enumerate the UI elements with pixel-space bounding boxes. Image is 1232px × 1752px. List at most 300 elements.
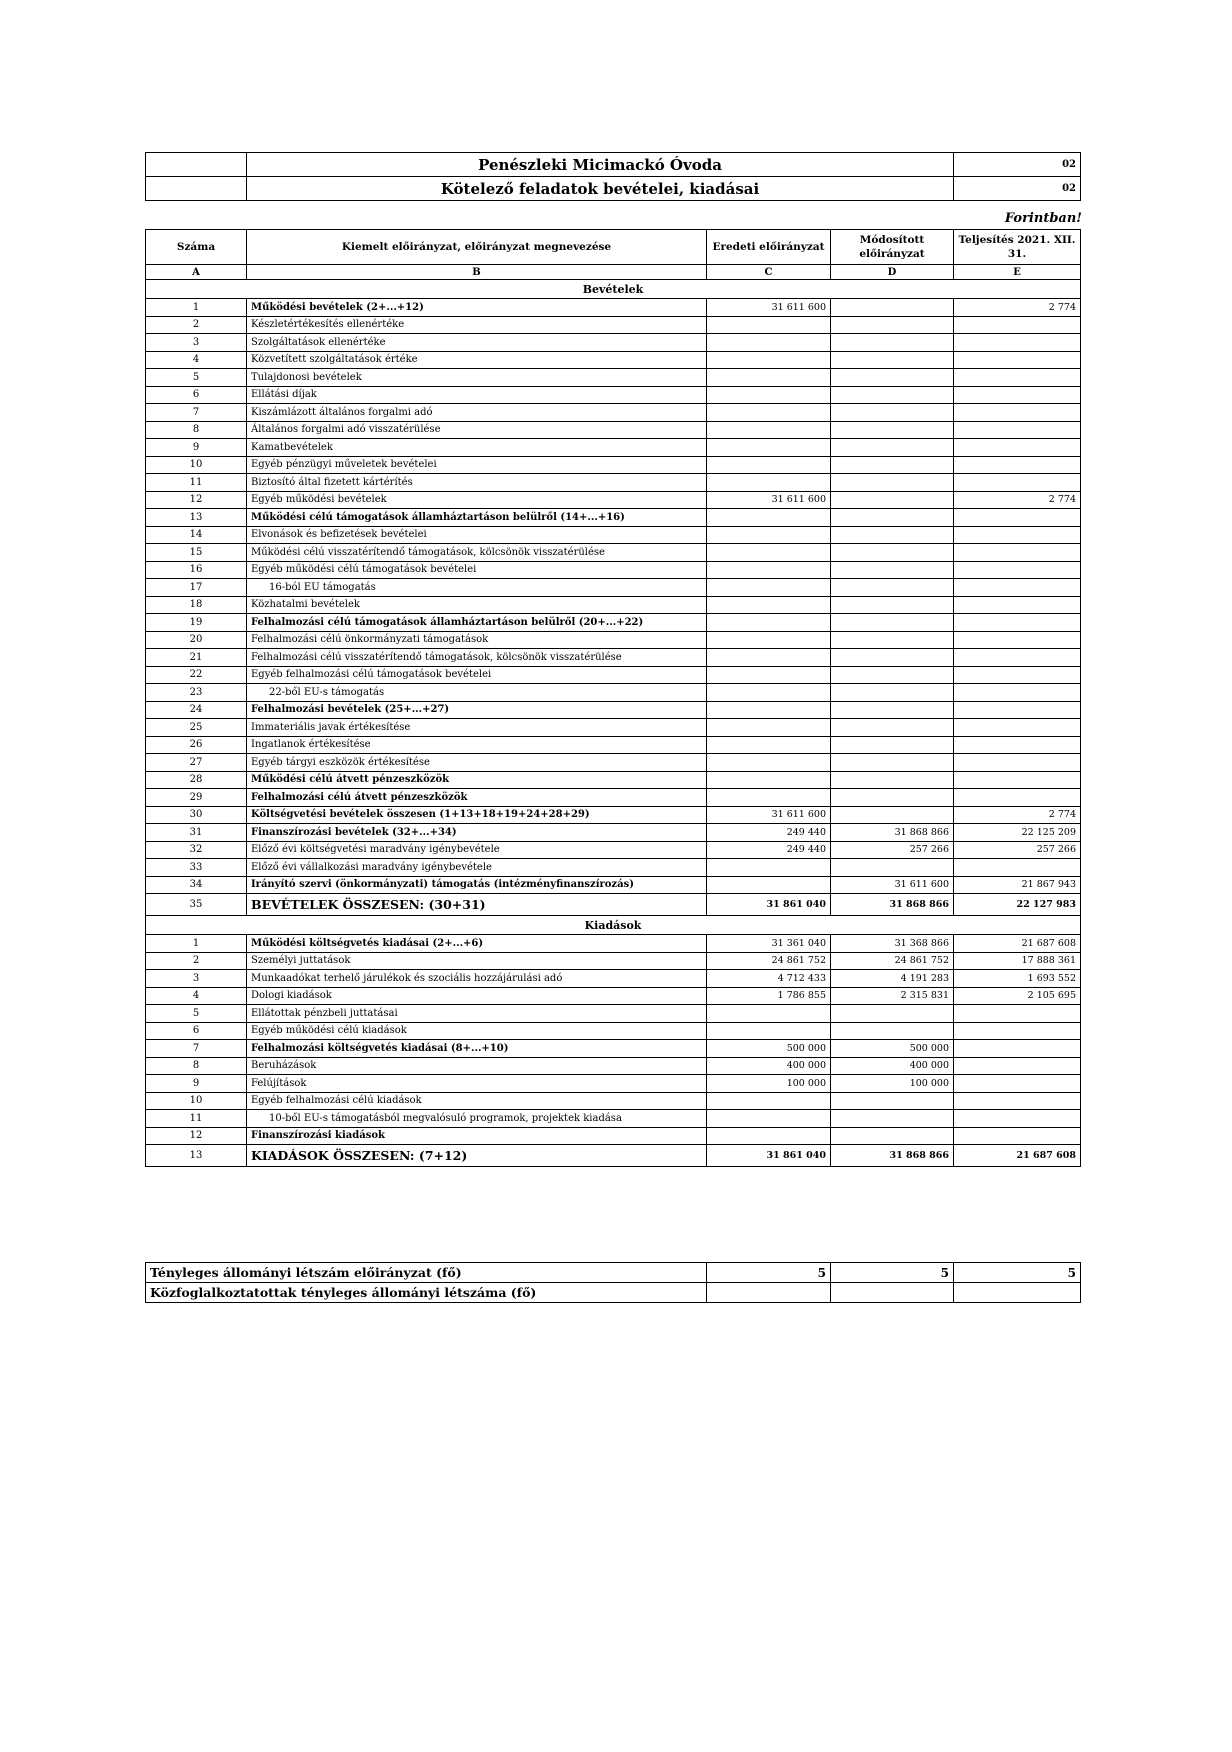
row-label: Egyéb felhalmozási célú kiadások (247, 1092, 707, 1110)
row-number: 28 (146, 771, 247, 789)
header-blank-cell (146, 153, 247, 177)
original-value (707, 684, 831, 702)
original-value (707, 386, 831, 404)
modified-value (831, 596, 954, 614)
row-label: Beruházások (247, 1057, 707, 1075)
modified-value (831, 474, 954, 492)
actual-value (954, 334, 1081, 352)
institution-code: 02 (954, 153, 1081, 177)
row-number: 10 (146, 1092, 247, 1110)
row-label: Ellátottak pénzbeli juttatásai (247, 1005, 707, 1023)
modified-value (831, 439, 954, 457)
actual-value: 257 266 (954, 841, 1081, 859)
row-number: 11 (146, 474, 247, 492)
row-label: Költségvetési bevételek összesen (1+13+18+19+24+28+29) (247, 806, 707, 824)
actual-value (954, 579, 1081, 597)
modified-value (831, 369, 954, 387)
subtitle-code: 02 (954, 177, 1081, 201)
column-letter-row (146, 265, 1081, 280)
table-row (146, 1092, 1081, 1110)
table-row (146, 859, 1081, 877)
row-number: 5 (146, 369, 247, 387)
actual-value (954, 789, 1081, 807)
actual-value (954, 1057, 1081, 1075)
original-value (707, 771, 831, 789)
table-row (146, 334, 1081, 352)
table-row (146, 491, 1081, 509)
table-row (146, 439, 1081, 457)
actual-value (954, 526, 1081, 544)
row-label: Működési bevételek (2+...+12) (247, 299, 707, 317)
row-number: 22 (146, 666, 247, 684)
table-row (146, 631, 1081, 649)
modified-value (831, 456, 954, 474)
modified-value (831, 806, 954, 824)
original-value (707, 719, 831, 737)
modified-value (831, 421, 954, 439)
row-number: 9 (146, 1075, 247, 1093)
modified-value (831, 1110, 954, 1128)
row-number: 25 (146, 719, 247, 737)
modified-value (831, 526, 954, 544)
row-number: 30 (146, 806, 247, 824)
actual-value: 21 687 608 (954, 935, 1081, 953)
actual-value (954, 456, 1081, 474)
row-label: Felújítások (247, 1075, 707, 1093)
row-label: Felhalmozási célú átvett pénzeszközök (247, 789, 707, 807)
row-number: 11 (146, 1110, 247, 1128)
table-row (146, 579, 1081, 597)
document-subtitle: Kötelező feladatok bevételei, kiadásai (247, 177, 954, 201)
original-value: 31 611 600 (707, 491, 831, 509)
actual-value: 21 687 608 (954, 1145, 1081, 1167)
staff-original (707, 1283, 831, 1303)
original-value (707, 666, 831, 684)
row-label: Egyéb pénzügyi műveletek bevételei (247, 456, 707, 474)
table-row (146, 1040, 1081, 1058)
table-row (146, 316, 1081, 334)
row-number: 26 (146, 736, 247, 754)
row-number: 24 (146, 701, 247, 719)
table-row (146, 404, 1081, 422)
row-number: 8 (146, 1057, 247, 1075)
modified-value (831, 719, 954, 737)
row-number: 33 (146, 859, 247, 877)
staff-label: Tényleges állományi létszám előirányzat (fő) (146, 1263, 707, 1283)
modified-value (831, 736, 954, 754)
actual-value (954, 474, 1081, 492)
table-row (146, 1057, 1081, 1075)
modified-value: 2 315 831 (831, 987, 954, 1005)
col-letter: B (247, 265, 707, 280)
row-label: Finanszírozási bevételek (32+...+34) (247, 824, 707, 842)
col-header-original: Eredeti előirányzat (707, 230, 831, 265)
original-value (707, 456, 831, 474)
row-label: Közhatalmi bevételek (247, 596, 707, 614)
row-number: 20 (146, 631, 247, 649)
row-label: Dologi kiadások (247, 987, 707, 1005)
table-row (146, 806, 1081, 824)
column-header-row (146, 230, 1081, 265)
row-number: 1 (146, 935, 247, 953)
actual-value (954, 369, 1081, 387)
modified-value (831, 631, 954, 649)
row-label: Felhalmozási célú visszatérítendő támogatások, kölcsönök visszatérülése (247, 649, 707, 667)
row-number: 16 (146, 561, 247, 579)
table-row (146, 841, 1081, 859)
table-row (146, 789, 1081, 807)
row-number: 31 (146, 824, 247, 842)
section-title: Bevételek (146, 280, 1081, 299)
original-value (707, 421, 831, 439)
row-number: 23 (146, 684, 247, 702)
actual-value (954, 1075, 1081, 1093)
original-value (707, 351, 831, 369)
row-label: Irányító szervi (önkormányzati) támogatás (intézményfinanszírozás) (247, 876, 707, 894)
row-label: Felhalmozási célú támogatások államháztartáson belülről (20+...+22) (247, 614, 707, 632)
original-value (707, 789, 831, 807)
row-number: 15 (146, 544, 247, 562)
col-letter: E (954, 265, 1081, 280)
modified-value: 31 868 866 (831, 894, 954, 916)
modified-value (831, 316, 954, 334)
col-header-modified: Módosított előirányzat (831, 230, 954, 265)
table-row (146, 561, 1081, 579)
row-number: 18 (146, 596, 247, 614)
row-label: Személyi juttatások (247, 952, 707, 970)
staff-modified: 5 (831, 1263, 954, 1283)
row-number: 19 (146, 614, 247, 632)
actual-value: 22 127 983 (954, 894, 1081, 916)
table-row (146, 456, 1081, 474)
row-number: 5 (146, 1005, 247, 1023)
table-row (146, 987, 1081, 1005)
modified-value (831, 1127, 954, 1145)
original-value (707, 439, 831, 457)
table-row (146, 474, 1081, 492)
row-label: Előző évi vállalkozási maradvány igénybevétele (247, 859, 707, 877)
modified-value: 31 611 600 (831, 876, 954, 894)
row-label: Ellátási díjak (247, 386, 707, 404)
modified-value: 100 000 (831, 1075, 954, 1093)
row-number: 12 (146, 491, 247, 509)
row-label: Kiszámlázott általános forgalmi adó (247, 404, 707, 422)
actual-value (954, 386, 1081, 404)
row-label: Munkaadókat terhelő járulékok és szociális hozzájárulási adó (247, 970, 707, 988)
actual-value (954, 509, 1081, 527)
modified-value: 400 000 (831, 1057, 954, 1075)
staff-label: Közfoglalkoztatottak tényleges állományi létszáma (fő) (146, 1283, 707, 1303)
actual-value (954, 1005, 1081, 1023)
table-row (146, 684, 1081, 702)
modified-value: 500 000 (831, 1040, 954, 1058)
original-value (707, 1127, 831, 1145)
table-row (146, 1145, 1081, 1167)
row-label: Működési célú visszatérítendő támogatások, kölcsönök visszatérülése (247, 544, 707, 562)
modified-value: 24 861 752 (831, 952, 954, 970)
row-label: Szolgáltatások ellenértéke (247, 334, 707, 352)
modified-value (831, 1005, 954, 1023)
original-value (707, 859, 831, 877)
table-row (146, 1075, 1081, 1093)
modified-value (831, 771, 954, 789)
row-label: BEVÉTELEK ÖSSZESEN: (30+31) (247, 894, 707, 916)
table-row (146, 1110, 1081, 1128)
row-label: 16-ból EU támogatás (247, 579, 707, 597)
row-number: 14 (146, 526, 247, 544)
modified-value (831, 299, 954, 317)
table-row (146, 544, 1081, 562)
actual-value: 2 105 695 (954, 987, 1081, 1005)
actual-value (954, 649, 1081, 667)
table-row (146, 509, 1081, 527)
actual-value (954, 439, 1081, 457)
row-label: Egyéb működési célú kiadások (247, 1022, 707, 1040)
actual-value (954, 614, 1081, 632)
row-number: 6 (146, 1022, 247, 1040)
col-header-actual: Teljesítés 2021. XII. 31. (954, 230, 1081, 265)
modified-value: 4 191 283 (831, 970, 954, 988)
table-row (146, 369, 1081, 387)
actual-value (954, 544, 1081, 562)
original-value (707, 369, 831, 387)
modified-value (831, 351, 954, 369)
table-row (146, 1127, 1081, 1145)
actual-value: 2 774 (954, 299, 1081, 317)
staff-actual (954, 1283, 1081, 1303)
original-value (707, 701, 831, 719)
actual-value (954, 859, 1081, 877)
section-title: Kiadások (146, 916, 1081, 935)
row-label: Biztosító által fizetett kártérítés (247, 474, 707, 492)
original-value (707, 579, 831, 597)
col-letter: A (146, 265, 247, 280)
currency-note: Forintban! (1004, 211, 1082, 226)
row-label: Egyéb felhalmozási célú támogatások bevételei (247, 666, 707, 684)
original-value (707, 1092, 831, 1110)
table-row (146, 526, 1081, 544)
modified-value (831, 579, 954, 597)
actual-value: 2 774 (954, 806, 1081, 824)
original-value (707, 649, 831, 667)
original-value (707, 876, 831, 894)
original-value: 31 611 600 (707, 806, 831, 824)
row-label: Általános forgalmi adó visszatérülése (247, 421, 707, 439)
original-value (707, 334, 831, 352)
row-label: Egyéb működési bevételek (247, 491, 707, 509)
row-number: 3 (146, 970, 247, 988)
row-number: 21 (146, 649, 247, 667)
table-row (146, 299, 1081, 317)
original-value (707, 316, 831, 334)
actual-value (954, 771, 1081, 789)
row-label: Egyéb működési célú támogatások bevételei (247, 561, 707, 579)
modified-value (831, 701, 954, 719)
original-value: 31 861 040 (707, 894, 831, 916)
original-value (707, 754, 831, 772)
row-number: 13 (146, 509, 247, 527)
original-value (707, 631, 831, 649)
row-label: KIADÁSOK ÖSSZESEN: (7+12) (247, 1145, 707, 1167)
modified-value: 31 868 866 (831, 824, 954, 842)
row-label: Tulajdonosi bevételek (247, 369, 707, 387)
table-row (146, 386, 1081, 404)
row-number: 4 (146, 351, 247, 369)
actual-value (954, 561, 1081, 579)
row-number: 6 (146, 386, 247, 404)
original-value: 1 786 855 (707, 987, 831, 1005)
row-label: Felhalmozási költségvetés kiadásai (8+...+10) (247, 1040, 707, 1058)
original-value (707, 1022, 831, 1040)
original-value (707, 544, 831, 562)
expense-section-header (146, 916, 1081, 935)
row-label: Felhalmozási bevételek (25+...+27) (247, 701, 707, 719)
row-number: 2 (146, 952, 247, 970)
row-number: 9 (146, 439, 247, 457)
modified-value (831, 754, 954, 772)
actual-value (954, 1040, 1081, 1058)
table-row (146, 421, 1081, 439)
row-number: 27 (146, 754, 247, 772)
original-value (707, 736, 831, 754)
table-row (146, 754, 1081, 772)
table-row (146, 1005, 1081, 1023)
original-value (707, 526, 831, 544)
original-value: 249 440 (707, 841, 831, 859)
modified-value (831, 649, 954, 667)
actual-value (954, 666, 1081, 684)
budget-table (145, 229, 1081, 1167)
col-letter: D (831, 265, 954, 280)
original-value (707, 561, 831, 579)
row-number: 13 (146, 1145, 247, 1167)
row-number: 17 (146, 579, 247, 597)
table-row (146, 596, 1081, 614)
staff-actual: 5 (954, 1263, 1081, 1283)
table-row (146, 952, 1081, 970)
actual-value: 17 888 361 (954, 952, 1081, 970)
actual-value (954, 421, 1081, 439)
original-value: 31 611 600 (707, 299, 831, 317)
table-row (146, 876, 1081, 894)
modified-value (831, 666, 954, 684)
original-value (707, 614, 831, 632)
original-value: 31 861 040 (707, 1145, 831, 1167)
row-label: Immateriális javak értékesítése (247, 719, 707, 737)
modified-value: 31 868 866 (831, 1145, 954, 1167)
table-row (146, 649, 1081, 667)
original-value (707, 1005, 831, 1023)
actual-value (954, 1127, 1081, 1145)
modified-value (831, 386, 954, 404)
row-label: Ingatlanok értékesítése (247, 736, 707, 754)
table-row (146, 351, 1081, 369)
actual-value: 1 693 552 (954, 970, 1081, 988)
row-label: Kamatbevételek (247, 439, 707, 457)
actual-value: 22 125 209 (954, 824, 1081, 842)
table-row (146, 1022, 1081, 1040)
col-header-num: Száma (146, 230, 247, 265)
row-number: 4 (146, 987, 247, 1005)
row-label: Működési célú átvett pénzeszközök (247, 771, 707, 789)
actual-value (954, 316, 1081, 334)
modified-value: 31 368 866 (831, 935, 954, 953)
row-number: 12 (146, 1127, 247, 1145)
staff-modified (831, 1283, 954, 1303)
original-value: 31 361 040 (707, 935, 831, 953)
header-blank-cell (146, 177, 247, 201)
modified-value: 257 266 (831, 841, 954, 859)
row-number: 29 (146, 789, 247, 807)
row-label: Működési költségvetés kiadásai (2+...+6) (247, 935, 707, 953)
table-row (146, 824, 1081, 842)
staff-row (146, 1263, 1081, 1283)
staff-row (146, 1283, 1081, 1303)
original-value: 500 000 (707, 1040, 831, 1058)
modified-value (831, 561, 954, 579)
modified-value (831, 684, 954, 702)
original-value (707, 404, 831, 422)
actual-value (954, 596, 1081, 614)
row-label: Finanszírozási kiadások (247, 1127, 707, 1145)
row-number: 3 (146, 334, 247, 352)
actual-value: 21 867 943 (954, 876, 1081, 894)
row-number: 10 (146, 456, 247, 474)
row-label: Egyéb tárgyi eszközök értékesítése (247, 754, 707, 772)
col-header-name: Kiemelt előirányzat, előirányzat megnevezése (247, 230, 707, 265)
modified-value (831, 334, 954, 352)
actual-value (954, 701, 1081, 719)
row-label: 10-ből EU-s támogatásból megvalósuló programok, projektek kiadása (247, 1110, 707, 1128)
col-letter: C (707, 265, 831, 280)
original-value (707, 1110, 831, 1128)
table-row (146, 719, 1081, 737)
original-value: 400 000 (707, 1057, 831, 1075)
modified-value (831, 614, 954, 632)
actual-value (954, 719, 1081, 737)
original-value: 100 000 (707, 1075, 831, 1093)
row-number: 8 (146, 421, 247, 439)
table-row (146, 701, 1081, 719)
row-number: 34 (146, 876, 247, 894)
row-number: 32 (146, 841, 247, 859)
modified-value (831, 544, 954, 562)
original-value: 4 712 433 (707, 970, 831, 988)
table-row (146, 970, 1081, 988)
actual-value (954, 684, 1081, 702)
actual-value (954, 1022, 1081, 1040)
staff-original: 5 (707, 1263, 831, 1283)
modified-value (831, 1022, 954, 1040)
table-row (146, 894, 1081, 916)
row-label: Felhalmozási célú önkormányzati támogatások (247, 631, 707, 649)
row-number: 7 (146, 1040, 247, 1058)
modified-value (831, 789, 954, 807)
actual-value (954, 404, 1081, 422)
table-row (146, 614, 1081, 632)
row-number: 1 (146, 299, 247, 317)
original-value (707, 474, 831, 492)
institution-name: Penészleki Micimackó Óvoda (247, 153, 954, 177)
modified-value (831, 1092, 954, 1110)
actual-value (954, 1110, 1081, 1128)
actual-value (954, 754, 1081, 772)
original-value: 249 440 (707, 824, 831, 842)
actual-value (954, 736, 1081, 754)
table-row (146, 736, 1081, 754)
income-section-header (146, 280, 1081, 299)
row-label: Működési célú támogatások államháztartáson belülről (14+...+16) (247, 509, 707, 527)
